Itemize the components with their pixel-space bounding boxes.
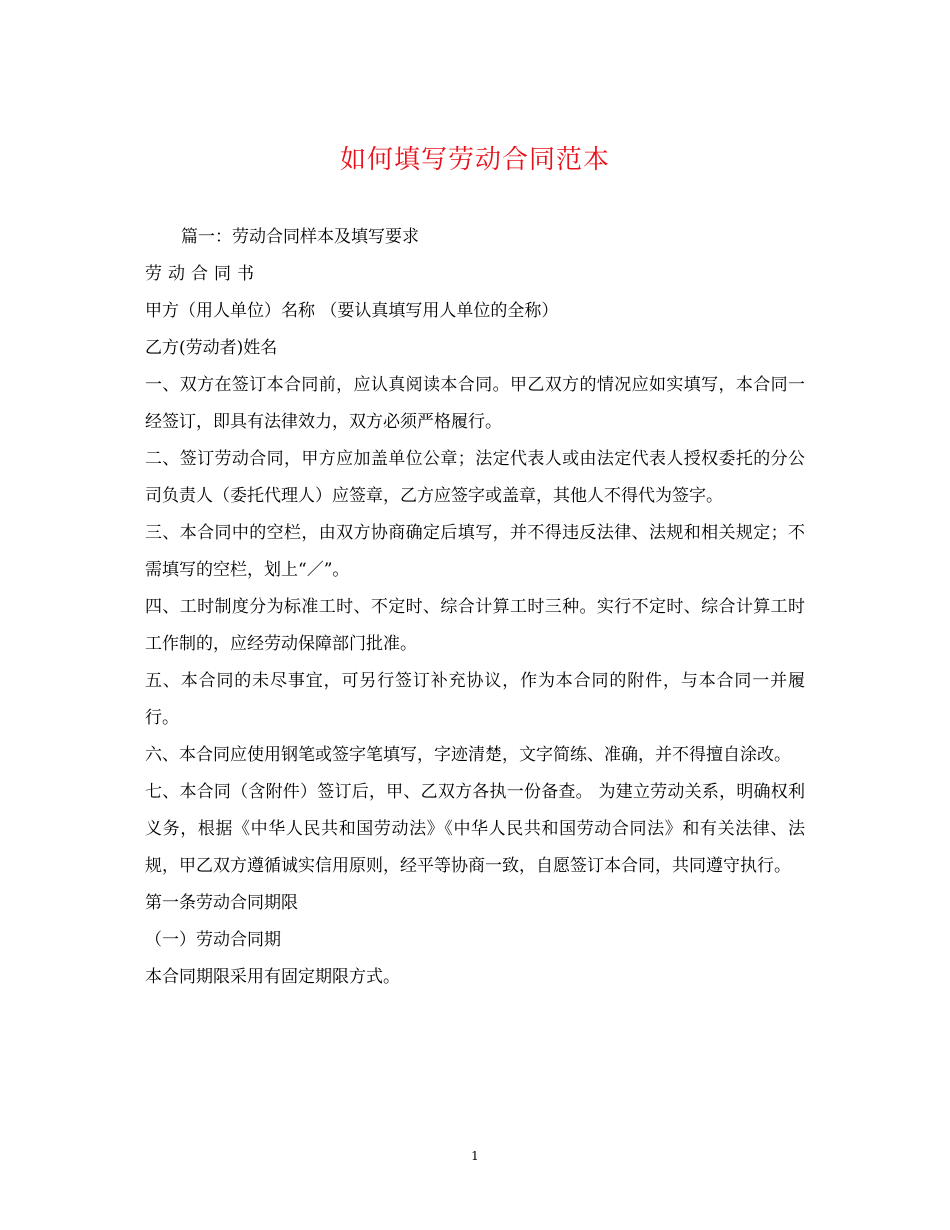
section-heading: 篇一：劳动合同样本及填写要求 bbox=[181, 227, 419, 247]
instruction-6: 六、本合同应使用钢笔或签字笔填写，字迹清楚，文字简练、准确，并不得擅自涂改。 bbox=[145, 745, 791, 765]
instruction-3: 三、本合同中的空栏，由双方协商确定后填写，并不得违反法律、法规和相关规定；不需填写的空栏，划上“／”。 bbox=[145, 523, 805, 580]
instruction-7: 七、本合同（含附件）签订后，甲、乙双方各执一份备查。 为建立劳动关系，明确权利义务，根据《中华人民共和国劳动法》《中华人民共和国劳动合同法》和有关法律、法规，甲乙双方遵循诚实信用原则，经平等协商一致，自愿签订本合同，共同遵守执行。 bbox=[145, 782, 805, 876]
subsection-heading: （一）劳动合同期 bbox=[145, 930, 281, 950]
term-statement: 本合同期限采用有固定期限方式。 bbox=[145, 967, 400, 987]
instruction-2: 二、签订劳动合同，甲方应加盖单位公章；法定代表人或由法定代表人授权委托的分公司负责人（委托代理人）应签章，乙方应签字或盖章，其他人不得代为签字。 bbox=[145, 449, 805, 506]
instruction-5: 五、本合同的未尽事宜，可另行签订补充协议，作为本合同的附件，与本合同一并履行。 bbox=[145, 671, 805, 728]
instruction-4: 四、工时制度分为标准工时、不定时、综合计算工时三种。实行不定时、综合计算工时工作制的，应经劳动保障部门批准。 bbox=[145, 597, 805, 654]
party-b-line: 乙方(劳动者)姓名 bbox=[145, 338, 278, 358]
party-a-line: 甲方（用人单位）名称 （要认真填写用人单位的全称） bbox=[145, 301, 559, 321]
page-number: 1 bbox=[471, 1149, 479, 1163]
article-1-heading: 第一条劳动合同期限 bbox=[145, 893, 298, 913]
document-title: 如何填写劳动合同范本 bbox=[339, 145, 610, 175]
document-body bbox=[145, 219, 805, 996]
contract-heading: 劳动合同书 bbox=[145, 264, 260, 284]
instruction-1: 一、双方在签订本合同前，应认真阅读本合同。甲乙双方的情况应如实填写，本合同一经签订，即具有法律效力，双方必须严格履行。 bbox=[145, 375, 805, 432]
